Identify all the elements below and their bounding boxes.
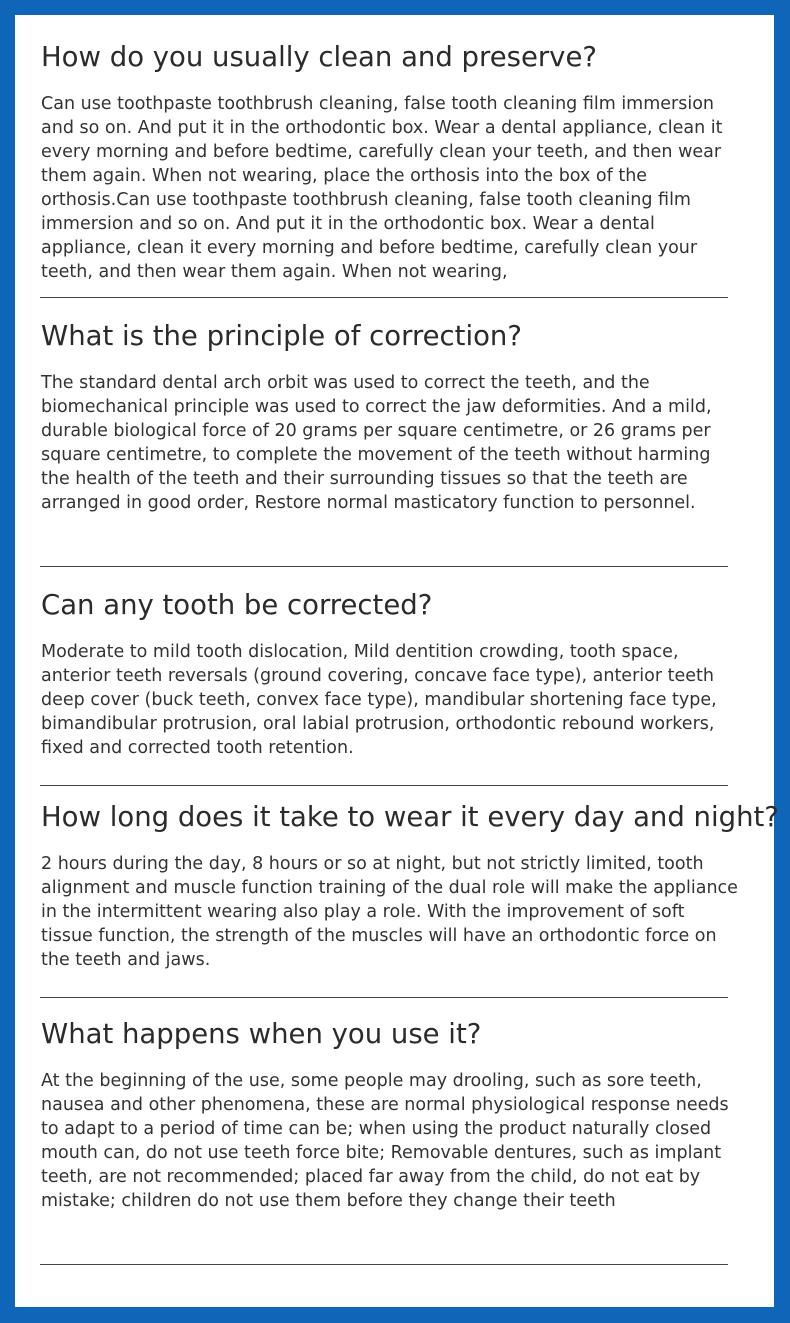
faq-answer: Can use toothpaste toothbrush cleaning, false tooth cleaning film immersion and so on. And put it in the orthodontic box. Wear a dental appliance, clean it every morning and before bedtime, carefully clean your teeth, and then wear them again. When not wearing, place the orthosis into the box of the orthosis.Can use toothpaste toothbrush cleaning, false tooth cleaning film immersion and so on. And put it in the orthodontic box. Wear a dental appliance, clean it every morning and before bedtime, carefully clean your teeth, and then wear them again. When not wearing, <box>41 94 723 282</box>
faq-answer: 2 hours during the day, 8 hours or so at night, but not strictly limited, tooth alignment and muscle function training of the dual role will make the appliance in the intermittent wearing also play a role. With the improvement of soft tissue function, the strength of the muscles will have an orthodontic force on the teeth and jaws. <box>41 854 738 970</box>
divider <box>40 566 728 567</box>
faq-question: How do you usually clean and preserve? <box>41 41 597 73</box>
faq-question: What is the principle of correction? <box>41 320 522 352</box>
divider <box>40 785 728 786</box>
divider <box>40 1264 728 1265</box>
faq-item-cleaning <box>41 39 741 284</box>
faq-question: Can any tooth be corrected? <box>41 589 433 621</box>
faq-question: How long does it take to wear it every day and night? <box>41 801 779 833</box>
faq-item-eligibility <box>41 587 741 760</box>
faq-item-principle <box>41 318 741 515</box>
faq-answer: The standard dental arch orbit was used to correct the teeth, and the biomechanical principle was used to correct the jaw deformities. And a mild, durable biological force of 20 grams per square centimetre, or 26 grams per square centimetre, to complete the movement of the teeth without harming the health of the teeth and their surrounding tissues so that the teeth are arranged in good order, Restore normal masticatory function to personnel. <box>41 373 712 513</box>
faq-answer: Moderate to mild tooth dislocation, Mild dentition crowding, tooth space, anterior teeth reversals (ground covering, concave face type), anterior teeth deep cover (buck teeth, convex face type), mandibular shortening face type, bimandibular protrusion, oral labial protrusion, orthodontic rebound workers, fixed and corrected tooth retention. <box>41 642 717 758</box>
faq-question: What happens when you use it? <box>41 1018 482 1050</box>
divider <box>40 297 728 298</box>
faq-answer: At the beginning of the use, some people may drooling, such as sore teeth, nausea and other phenomena, these are normal physiological response needs to adapt to a period of time can be; when using the product naturally closed mouth can, do not use teeth force bite; Removable dentures, such as implant teeth, are not recommended; placed far away from the child, do not eat by mistake; children do not use them before they change their teeth <box>41 1071 729 1211</box>
faq-item-usage-effects <box>41 1016 741 1213</box>
faq-panel <box>15 15 779 1307</box>
divider <box>40 997 728 998</box>
faq-item-wear-time <box>41 799 779 972</box>
